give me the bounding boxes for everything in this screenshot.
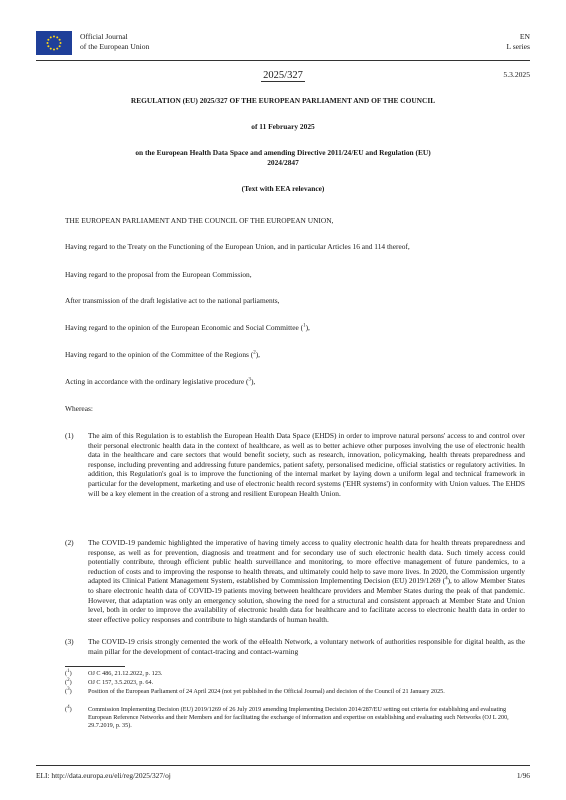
header-rule <box>36 60 530 61</box>
regulation-date: of 11 February 2025 <box>251 122 315 131</box>
recital-number: (1) <box>65 431 74 440</box>
recital-text: The COVID-19 pandemic highlighted the imperative of having timely access to quality electronic health data for health threats preparedness and response, as well as for prevention, diagnosis and treatment and for secondary use of such electronic health data. Such timely access could potentially contribute, through efficient public health surveillance and monitoring, to more effective management of future pandemics, to a reduction of costs and to improving the response to health threats, and ultimately could help to save more lives. In 2020, the Commission urgently adapted its Clinical Patient Management System, established by Commission Implementing Decision (EU) 2019/1269 ($^4$), to allow Member States to share electronic health data of COVID-19 patients moving between healthcare providers and Member States during the peak of that pandemic. However, that adaptation was only an emergency solution, showing the need for a structural and consistent approach at Member State and Union level, both in order to improve the availability of electronic health data for healthcare and to facilitate access to electronic health data in order to steer effective policy responses and contribute to high standards of human health. <box>88 538 525 624</box>
document-date: 5.3.2025 <box>503 70 530 79</box>
preamble-proposal: Having regard to the proposal from the European Commission, <box>65 270 252 279</box>
recital-text: The COVID-19 crisis strongly cemented the work of the eHealth Network, a voluntary network of authorities responsible for digital health, as the main pillar for the development of contact-tracing and contact-warning <box>88 637 525 656</box>
recital-number: (3) <box>65 637 74 646</box>
eu-flag-icon <box>36 31 72 55</box>
footnote-ref[interactable]: 3 <box>248 377 251 383</box>
eli-link[interactable]: ELI: http://data.europa.eu/eli/reg/2025/327/oj <box>36 771 171 780</box>
whereas: Whereas: <box>65 404 93 413</box>
preamble-eesc: Having regard to the opinion of the European Economic and Social Committee ($^1$), <box>65 323 310 332</box>
recital-text: The aim of this Regulation is to establish the European Health Data Space (EHDS) in order to improve natural persons' access to and control over their personal electronic health data in the context of healthcare, as well as to better achieve other purposes involving the use of electronic health data in the healthcare and care sectors that would benefit society, such as research, innovation, policymaking, health threats preparedness and response, including preventing and addressing future pandemics, patient safety, personalised medicine, official statistics or regulatory activities. In addition, this Regulation's goal is to improve the functioning of the internal market by laying down a uniform legal and technical framework in particular for the development, marketing and use of electronic health record systems ('EHR systems') in conformity with Union values. The EHDS will be a key element in the creation of a strong and resilient European Health Union. <box>88 431 525 498</box>
footnote-mark: ($^2$) <box>65 677 72 686</box>
page-number: 1/96 <box>516 771 530 780</box>
footnote-ref[interactable]: 4 <box>445 576 448 582</box>
footnote-text: Commission Implementing Decision (EU) 2019/1269 of 26 July 2019 amending Implementing Decision 2014/287/EU setting out criteria for establishing and evaluating European Reference Networks and their Members and for facilitating the exchange of information and expertise on establishing and evaluating such Networks (OJ L 200, 29.7.2019, p. 35). <box>88 706 509 729</box>
language-code: EN <box>519 32 530 41</box>
recital-number: (2) <box>65 538 74 547</box>
footnote-ref[interactable]: 2 <box>253 350 256 356</box>
preamble-authors: THE EUROPEAN PARLIAMENT AND THE COUNCIL OF THE EUROPEAN UNION, <box>65 216 334 225</box>
footnote-ref[interactable]: 1 <box>303 323 306 329</box>
recital-2 <box>65 538 525 624</box>
footnote-1 <box>65 670 525 678</box>
footnote-text: Position of the European Parliament of 24 April 2024 (not yet published in the Official Journal) and decision of the Council of 21 January 2025. <box>88 688 445 695</box>
footnote-4 <box>65 706 525 729</box>
footnote-2 <box>65 679 525 687</box>
footnote-mark: ($^3$) <box>65 686 72 695</box>
regulation-title: REGULATION (EU) 2025/327 OF THE EUROPEAN PARLIAMENT AND OF THE COUNCIL <box>130 96 436 105</box>
footnote-mark: ($^1$) <box>65 668 72 677</box>
document-number: 2025/327 <box>263 70 303 81</box>
footnote-mark: ($^4$) <box>65 704 72 713</box>
preamble-cor: Having regard to the opinion of the Committee of the Regions ($^2$), <box>65 350 261 359</box>
eea-relevance: (Text with EEA relevance) <box>241 184 325 193</box>
preamble-treaty: Having regard to the Treaty on the Functioning of the European Union, and in particular Articles 16 and 114 thereof, <box>65 242 410 251</box>
recital-1 <box>65 431 525 498</box>
journal-name: Official Journal of the European Union <box>80 32 150 51</box>
language-series <box>506 32 530 52</box>
preamble-procedure: Acting in accordance with the ordinary legislative procedure ($^3$), <box>65 377 256 386</box>
recital-3 <box>65 637 525 656</box>
footnote-text: OJ C 157, 3.5.2023, p. 64. <box>88 679 154 686</box>
footer-rule <box>36 765 530 766</box>
footnote-3 <box>65 688 525 696</box>
footnote-text: OJ C 486, 21.12.2022, p. 123. <box>88 670 163 677</box>
regulation-subject: on the European Health Data Space and amending Directive 2011/24/EU and Regulation (EU) 2024/2847 <box>135 148 431 167</box>
footnote-rule <box>65 666 125 667</box>
journal-header <box>36 31 530 57</box>
preamble-transmission: After transmission of the draft legislative act to the national parliaments, <box>65 296 280 305</box>
series-label: L series <box>506 42 530 51</box>
